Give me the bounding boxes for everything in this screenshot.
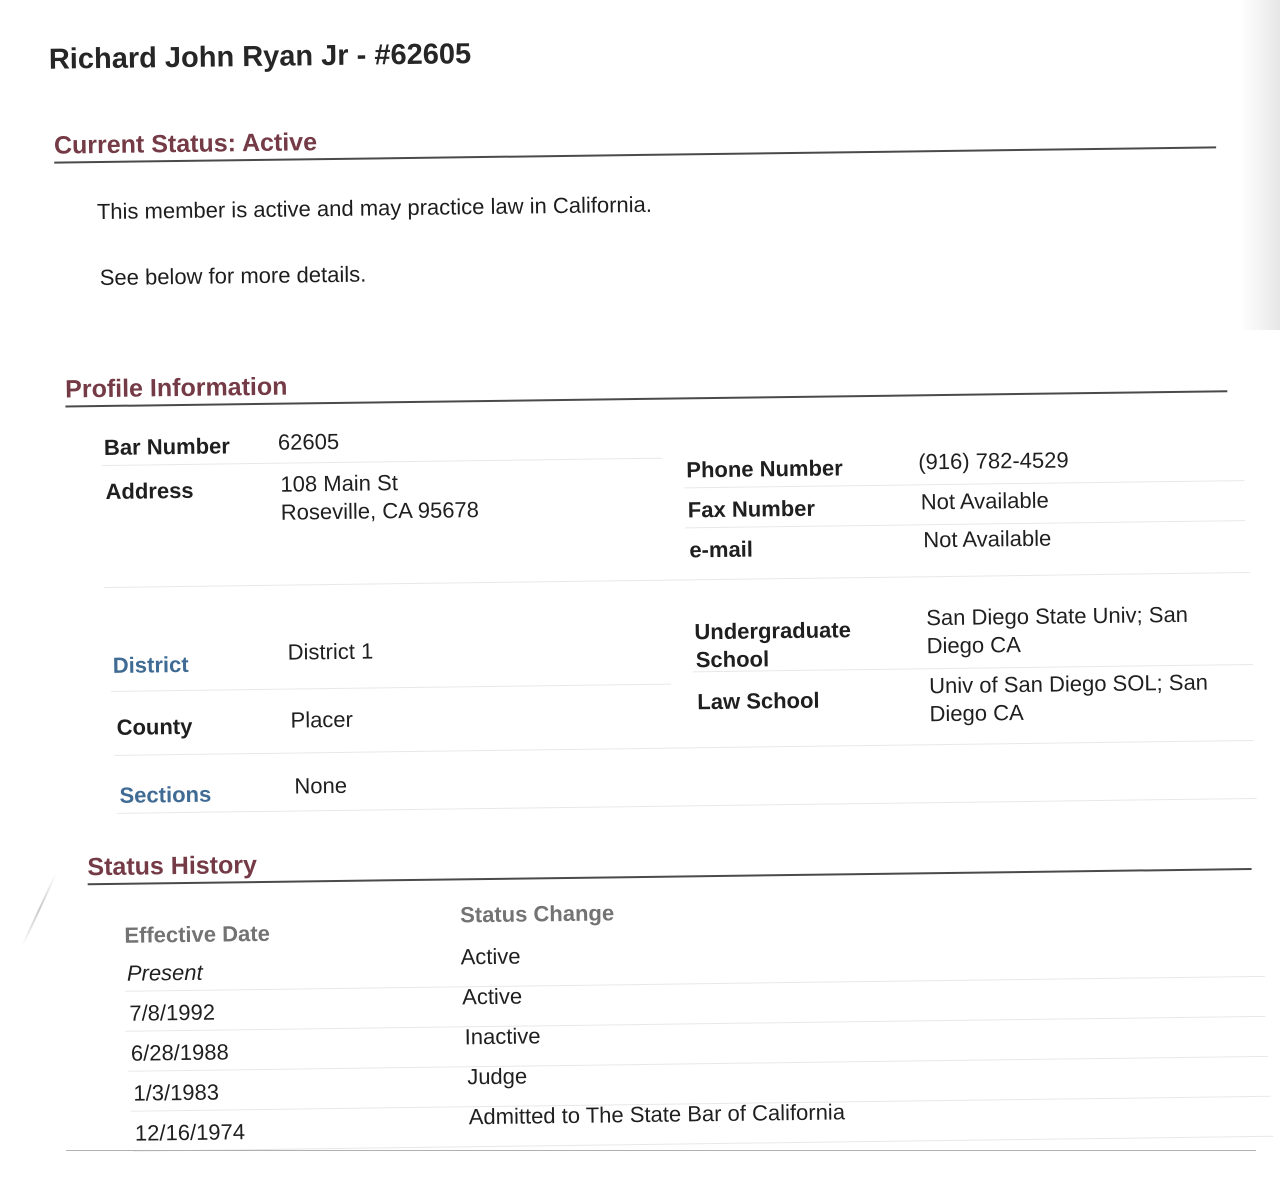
details-note: See below for more details.	[99, 261, 367, 291]
profile-heading: Profile Information	[65, 372, 288, 404]
status-change-header: Status Change	[459, 900, 615, 928]
history-status: Admitted to The State Bar of California	[468, 1099, 846, 1130]
district-link[interactable]: District	[112, 651, 189, 678]
law-school-label: Law School	[697, 687, 820, 715]
history-date: 12/16/1974	[134, 1119, 246, 1146]
district-value: District 1	[287, 638, 374, 665]
undergrad-value-2: Diego CA	[926, 632, 1021, 659]
bar-number-label: Bar Number	[103, 433, 231, 461]
email-label: e-mail	[689, 536, 754, 563]
county-label: County	[116, 713, 193, 740]
page-bottom-rule	[66, 1150, 1256, 1151]
history-status: Inactive	[464, 1023, 541, 1050]
address-line-2: Roseville, CA 95678	[280, 497, 480, 525]
address-line-1: 108 Main St	[280, 470, 399, 497]
county-value: Placer	[290, 706, 354, 733]
history-status: Active	[462, 983, 523, 1010]
current-status-heading: Current Status: Active	[53, 128, 318, 160]
phone-label: Phone Number	[686, 455, 843, 483]
law-school-value-1: Univ of San Diego SOL; San	[928, 669, 1209, 699]
undergrad-value-1: San Diego State Univ; San	[926, 601, 1189, 631]
email-value: Not Available	[923, 525, 1052, 553]
history-date: 6/28/1988	[130, 1039, 229, 1066]
history-date: 7/8/1992	[129, 999, 216, 1026]
status-history-heading: Status History	[87, 851, 258, 882]
sections-link[interactable]: Sections	[119, 781, 212, 808]
undergrad-label-2: School	[695, 646, 770, 673]
history-date: 1/3/1983	[133, 1079, 220, 1106]
bar-number-value: 62605	[277, 428, 340, 455]
status-message: This member is active and may practice law in California.	[96, 191, 653, 225]
status-history-rule	[88, 868, 1252, 885]
history-status: Judge	[467, 1063, 528, 1090]
address-label: Address	[105, 477, 194, 504]
undergrad-label-1: Undergraduate	[694, 617, 852, 645]
effective-date-header: Effective Date	[124, 920, 271, 948]
law-school-value-2: Diego CA	[929, 699, 1024, 727]
member-title: Richard John Ryan Jr - #62605	[48, 38, 472, 76]
phone-value: (916) 782-4529	[918, 447, 1069, 475]
sections-value: None	[294, 772, 348, 799]
history-date: Present	[126, 959, 203, 986]
fax-label: Fax Number	[687, 495, 816, 523]
history-status: Active	[460, 943, 521, 970]
fax-value: Not Available	[920, 487, 1049, 515]
